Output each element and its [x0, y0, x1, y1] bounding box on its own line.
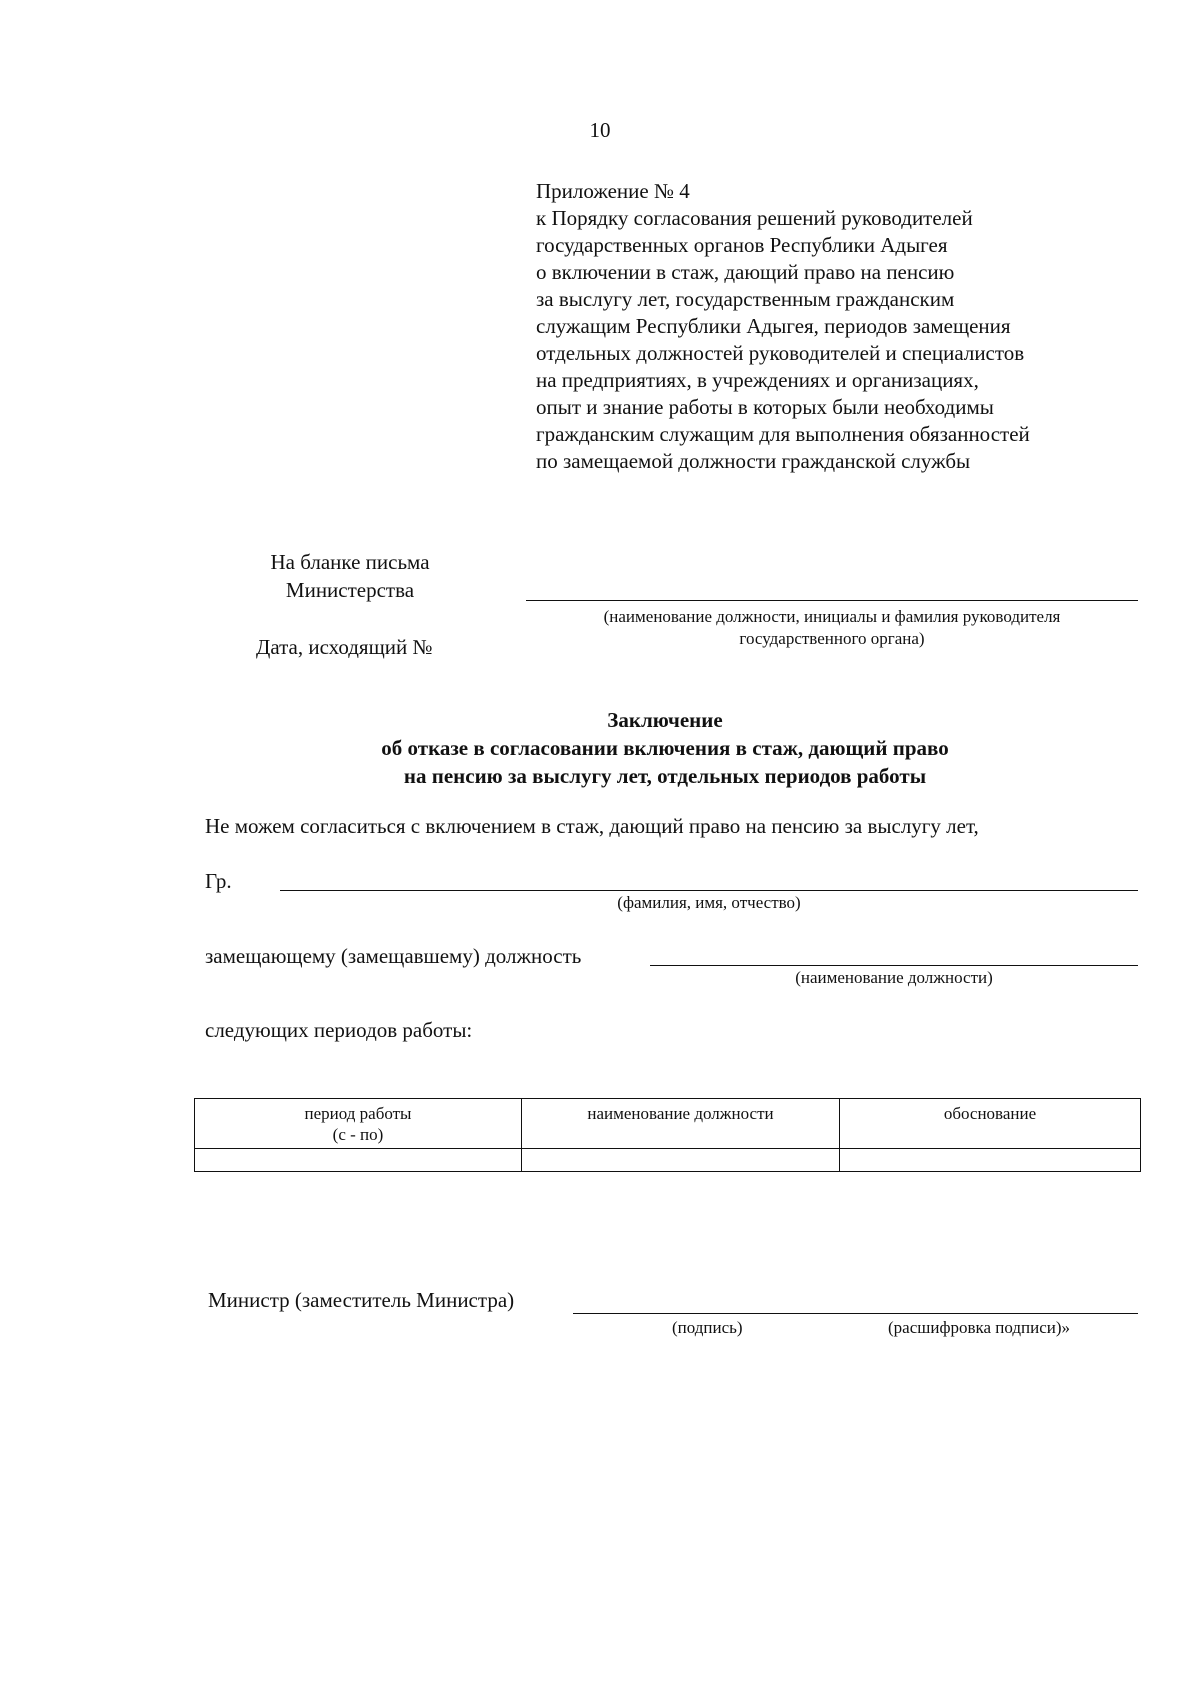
letterhead-note	[250, 548, 450, 604]
appendix-line: по замещаемой должности гражданской службы	[536, 449, 971, 473]
citizen-label: Гр.	[205, 869, 232, 893]
citizen-name-underline	[280, 890, 1138, 891]
table-cell	[840, 1149, 1141, 1172]
appendix-line: государственных органов Республики Адыгея	[536, 233, 948, 257]
page-number: 10	[589, 118, 611, 142]
addressee-caption-line-1: (наименование должности, инициалы и фамилия руководителя	[603, 607, 1061, 626]
appendix-line: к Порядку согласования решений руководителей	[536, 206, 973, 230]
appendix-line: на предприятиях, в учреждениях и организациях,	[536, 368, 979, 392]
table-cell	[522, 1149, 840, 1172]
title-line-3: на пенсию за выслугу лет, отдельных периодов работы	[403, 764, 927, 788]
intro-text: Не можем согласиться с включением в стаж, дающий право на пенсию за выслугу лет,	[205, 814, 979, 838]
addressee-underline	[526, 600, 1138, 601]
document-title	[0, 706, 1200, 790]
table-header-row	[195, 1099, 1141, 1149]
signature-decode-caption: (расшифровка подписи)»	[888, 1318, 1071, 1337]
appendix-line: за выслугу лет, государственным гражданским	[536, 287, 955, 311]
date-outgoing-number: Дата, исходящий №	[256, 635, 433, 659]
title-line-2: об отказе в согласовании включения в стаж, дающий право	[381, 736, 949, 760]
appendix-line: о включении в стаж, дающий право на пенсию	[536, 260, 955, 284]
table-cell	[195, 1149, 522, 1172]
addressee-caption	[526, 606, 1138, 650]
appendix-line: гражданским служащим для выполнения обязанностей	[536, 422, 1030, 446]
position-label: замещающему (замещавшему) должность	[205, 944, 582, 968]
position-caption: (наименование должности)	[795, 968, 993, 987]
position-underline	[650, 965, 1138, 966]
table-row	[195, 1149, 1141, 1172]
signature-underline	[573, 1313, 1138, 1314]
title-line-1: Заключение	[607, 708, 723, 732]
header-position: наименование должности	[522, 1099, 840, 1149]
periods-table	[194, 1098, 1141, 1172]
header-period-line-1: период работы	[304, 1104, 412, 1123]
signature-caption: (подпись)	[672, 1318, 743, 1337]
header-justification: обоснование	[840, 1099, 1141, 1149]
header-period	[195, 1099, 522, 1149]
appendix-line: опыт и знание работы в которых были необходимы	[536, 395, 994, 419]
appendix-line: отдельных должностей руководителей и специалистов	[536, 341, 1025, 365]
citizen-name-caption: (фамилия, имя, отчество)	[617, 893, 801, 912]
appendix-block	[536, 178, 1156, 475]
appendix-title: Приложение № 4	[536, 179, 690, 203]
header-period-line-2: (с - по)	[332, 1125, 384, 1144]
addressee-caption-line-2: государственного органа)	[739, 629, 925, 648]
appendix-line: служащим Республики Адыгея, периодов замещения	[536, 314, 1011, 338]
letterhead-line-2: Министерства	[285, 578, 415, 602]
letterhead-line-1: На бланке письма	[270, 550, 430, 574]
minister-label: Министр (заместитель Министра)	[208, 1288, 515, 1312]
periods-label: следующих периодов работы:	[205, 1018, 473, 1042]
